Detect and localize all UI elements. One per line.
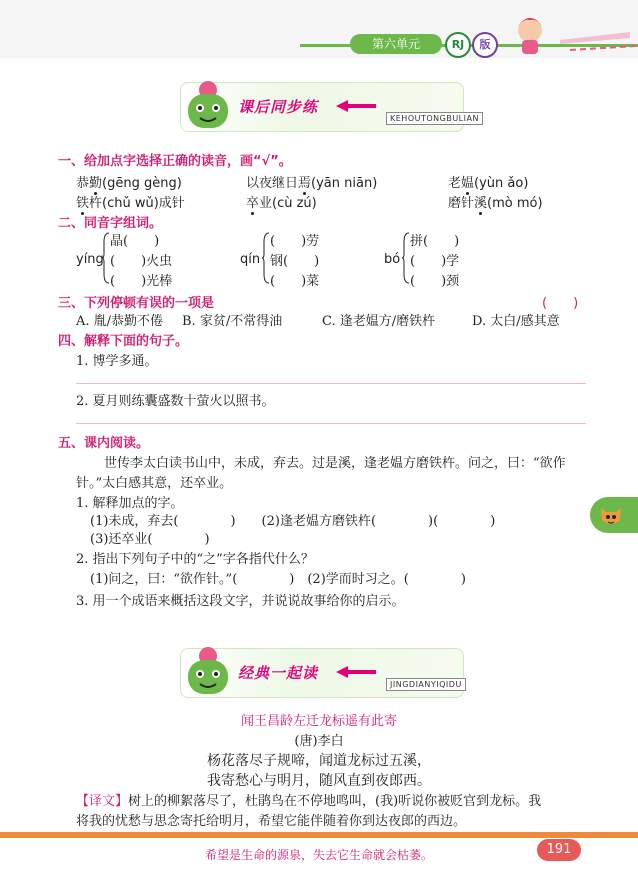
banner-subtitle-reading: JINGDIANYIQIDU <box>386 678 466 691</box>
q3-option-a: A. 胤/恭勤不倦 <box>76 314 164 329</box>
q4-heading: 四、解释下面的句子。 <box>58 334 189 349</box>
q2-word: 晶( ) <box>110 234 160 249</box>
q1-item: 老媪(yùn ǎo) <box>448 176 529 191</box>
q2-pinyin: yíng <box>76 252 104 267</box>
poem-line: 杨花落尽子规啼，闻道龙标过五溪， <box>207 753 431 769</box>
q2-word: ( )劳 <box>270 234 320 249</box>
q5-sub1-b: (3)还卒业( ) <box>90 532 210 547</box>
footer-motto: 希望是生命的源泉，失去它生命就会枯萎。 <box>204 848 433 862</box>
passage-line: 针。”太白感其意，还卒业。 <box>76 476 233 491</box>
q3-option-d: D. 太白/感其意 <box>472 314 560 329</box>
edition-badge: 版 <box>472 32 498 58</box>
unit-label: 第六单元 <box>350 34 442 54</box>
q3-heading: 三、下列停顿有误的一项是 <box>58 296 215 311</box>
banner-title-practice: 课后同步练 <box>238 98 319 116</box>
q3-option-b: B. 家贫/不常得油 <box>182 314 283 329</box>
q4-item: 1. 博学多通。 <box>76 354 158 369</box>
poem-title: 闻王昌龄左迁龙标遥有此寄 <box>240 714 397 729</box>
arrow-icon <box>336 664 376 680</box>
q1-item: 铁杵(chǔ wǔ)成针 <box>76 196 185 211</box>
q2-word: ( )学 <box>410 254 460 269</box>
q2-word: ( )火虫 <box>110 254 173 269</box>
footer-bar <box>0 832 638 838</box>
q3-option-c: C. 逢老媪方/磨铁杵 <box>322 314 436 329</box>
green-monster-icon <box>180 642 236 698</box>
q1-item: 卒业(cù zú) <box>246 196 317 211</box>
arrow-icon <box>336 98 376 114</box>
passage-line: 世传李太白读书山中，未成，弃去。过是溪，逢老媪方磨铁杵。问之，曰：“欲作 <box>104 456 566 471</box>
poem-author: (唐)李白 <box>294 734 344 749</box>
banner-title-reading: 经典一起读 <box>238 664 319 682</box>
translation-line: 将我的忧愁与思念寄托给明月，希望它能伴随着你到达夜郎的西边。 <box>76 814 467 829</box>
q5-sub3: 3. 用一个成语来概括这段文字，并说说故事给你的启示。 <box>76 594 405 609</box>
q1-item: 磨针溪(mò mó) <box>448 196 543 211</box>
answer-line[interactable] <box>76 383 586 384</box>
q2-heading: 二、同音字组词。 <box>58 216 163 231</box>
brace-icon <box>402 232 410 284</box>
q5-sub2: 2. 指出下列句子中的“之”字各指代什么？ <box>76 552 314 567</box>
q2-word: ( )菜 <box>270 274 320 289</box>
q5-sub2-a: (1)问之，曰：“欲作针。”( ) (2)学而时习之。( ) <box>90 572 466 587</box>
translation-line: 【译文】树上的柳絮落尽了，杜鹃鸟在不停地鸣叫，(我)听说你被贬官到龙标。我 <box>76 794 542 809</box>
cartoon-girl-icon <box>500 10 638 58</box>
brace-icon <box>102 232 110 284</box>
q1-heading: 一、给加点字选择正确的读音，画“√”。 <box>58 154 292 169</box>
rj-badge: RJ <box>445 32 471 58</box>
q3-answer-paren[interactable]: ( ) <box>542 296 579 311</box>
q2-word: ( )颈 <box>410 274 460 289</box>
q2-word: 钢( ) <box>270 254 320 269</box>
q2-pinyin: bó <box>384 252 401 267</box>
brace-icon <box>262 232 270 284</box>
q5-sub1-a: (1)未成，弃去( ) (2)逢老媪方磨铁杵( )( ) <box>90 514 496 529</box>
q1-item: 以夜继日焉(yān niān) <box>246 176 378 191</box>
q4-item: 2. 夏月则练囊盛数十萤火以照书。 <box>76 394 275 409</box>
translation-label: 【译文】 <box>76 794 129 809</box>
green-monster-icon <box>180 76 236 132</box>
fox-mascot-icon <box>598 502 624 528</box>
banner-subtitle-practice: KEHOUTONGBULIAN <box>386 112 483 125</box>
page-number: 191 <box>537 839 581 861</box>
q1-item: 恭勤(gēng gèng) <box>76 176 182 191</box>
q5-heading: 五、课内阅读。 <box>58 436 150 451</box>
q5-sub1: 1. 解释加点的字。 <box>76 496 184 511</box>
answer-line[interactable] <box>76 423 586 424</box>
q2-word: 拼( ) <box>410 234 460 249</box>
q2-word: ( )光棒 <box>110 274 173 289</box>
q2-pinyin: qín <box>240 252 261 267</box>
poem-line: 我寄愁心与明月，随风直到夜郎西。 <box>207 773 431 789</box>
